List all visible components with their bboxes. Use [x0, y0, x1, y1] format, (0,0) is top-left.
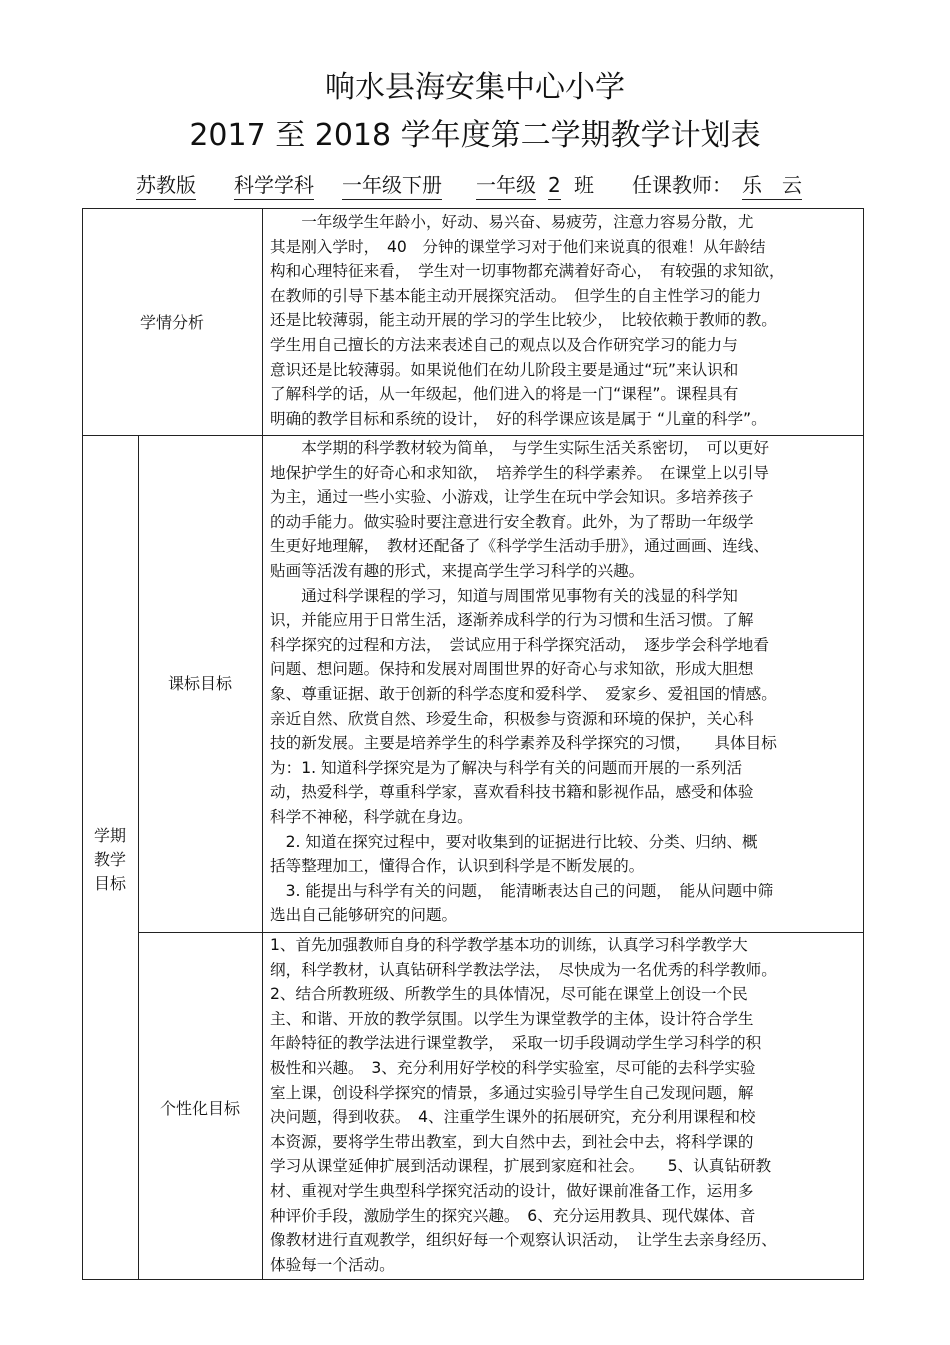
situation-text: 一年级学生年龄小，好动、易兴奋、易疲劳，注意力容易分散，尤 其是刚入学时， 40 分钟的课堂学习对于他们来说真的很难！从年龄结 构和心理特征来看， 学生对一切事物都充满着好奇心， 有较强的求知欲， 在教师的引导下基本能主动开展探究活动。 但学生的自主性学习的能力 还是比较薄弱，能主动开展的学习的学生比较少， 比较依赖于教师的教。 学生用自己擅长的方法来表述自己的观点以及合作研究学习的能力与 意识还是比较薄弱。如果说他们在幼儿阶段主要是通过“玩”来认识和 了解科学的话，从一年级起，他们进入的将是一门“课程”。课程具有 明确的教学目标和系统的设计， 好的科学课应该是属于 “儿童的科学”。	[270, 213, 785, 428]
edition: 苏教版	[136, 172, 196, 200]
grade-term: 一年级下册	[342, 172, 442, 200]
curriculum-goals-text: 本学期的科学教材较为简单， 与学生实际生活关系密切， 可以更好 地保护学生的好奇心和求知欲， 培养学生的科学素养。 在课堂上以引导 为主，通过一些小实验、小游戏，让学生在玩中学会知识。多培养孩子 的动手能力。做实验时要注意进行安全教育。此外，为了帮助一年级学 生更好地理解， 教材还配备了《科学学生活动手册》，通过画画、连线、 贴画等活泼有趣的形式，来提高学生学习科学的兴趣。 通过科学课程的学习，知道与周围常见事物有关的浅显的科学知 识，并能应用于日常生活，逐渐养成科学的行为习惯和生活习惯。了解 科学探究的过程和方法， 尝试应用于科学探究活动， 逐步学会科学地看 问题、想问题。保持和发展对周围世界的好奇心与求知欲，形成大胆想 象、尊重证据、敢于创新的科学态度和爱科学、 爱家乡、爱祖国的情感。 亲近自然、欣赏自然、珍爱生命，积极参与资源和环境的保护，关心科 技的新发展。主要是培养学生的科学素养及科学探究的习惯， 具体目标 为：1. 知道科学探究是为了解决与科学有关的问题而开展的一系列活 动，热爱科学，尊重科学家，喜欢看科技书籍和影视作品，感受和体验 科学不神秘，科学就在身边。 2. 知道在探究过程中，要对收集到的证据进行比较、分类、归纳、概 括等整理加工，懂得合作，认识到科学是不断发展的。 3. 能提出与科学有关的问题， 能清晰表达自己的问题， 能从问题中筛 选出自己能够研究的问题。	[270, 439, 777, 925]
school-name: 响水县海安集中心小学	[325, 70, 625, 105]
column-divider-group	[138, 435, 139, 1280]
class-suffix: 班	[574, 173, 594, 197]
personal-goals-text: 1、首先加强教师自身的科学教学基本功的训练，认真学习科学教学大 纲，科学教材，认真钻研科学教法学法， 尽快成为一名优秀的科学教师。 2、结合所教班级、所教学生的具体情况，尽可能在课堂上创设一个民 主、和谐、开放的教学氛围。以学生为课堂教学的主体，设计符合学生 年龄特征的教学法进行课堂教学， 采取一切手段调动学生学习科学的积 极性和兴趣。 3、充分利用好学校的科学实验室，尽可能的去科学实验 室上课，创设科学探究的情景，多通过实验引导学生自己发现问题，解 决问题，得到收获。 4、注重学生课外的拓展研究，充分利用课程和校 本资源，要将学生带出教室，到大自然中去，到社会中去，将科学课的 学习从课堂延伸扩展到活动课程，扩展到家庭和社会。 5、认真钻研教 材、重视对学生典型科学探究活动的设计，做好课前准备工作，运用多 种评价手段，激励学生的探究兴趣。 6、充分运用教具、现代媒体、音 像教材进行直观教学，组织好每一个观察认识活动， 让学生去亲身经历、 体验每一个活动。	[270, 936, 777, 1274]
subject: 科学学科	[234, 172, 314, 200]
teacher-label: 任课教师：	[632, 173, 732, 197]
row-label-personal-goals: 个性化目标	[159, 1099, 240, 1118]
row-label-situation: 学情分析	[139, 313, 204, 332]
page-title: 2017 至 2018 学年度第二学期教学计划表	[189, 118, 761, 153]
class-number: 2	[548, 172, 561, 200]
column-divider-main	[262, 208, 263, 1280]
teacher-name: 乐 云	[742, 172, 802, 200]
row-label-curriculum-goals: 课标目标	[167, 674, 232, 693]
class-prefix: 一年级	[476, 172, 536, 200]
group-label-term-goals: 学期 教学 目标	[93, 826, 126, 893]
